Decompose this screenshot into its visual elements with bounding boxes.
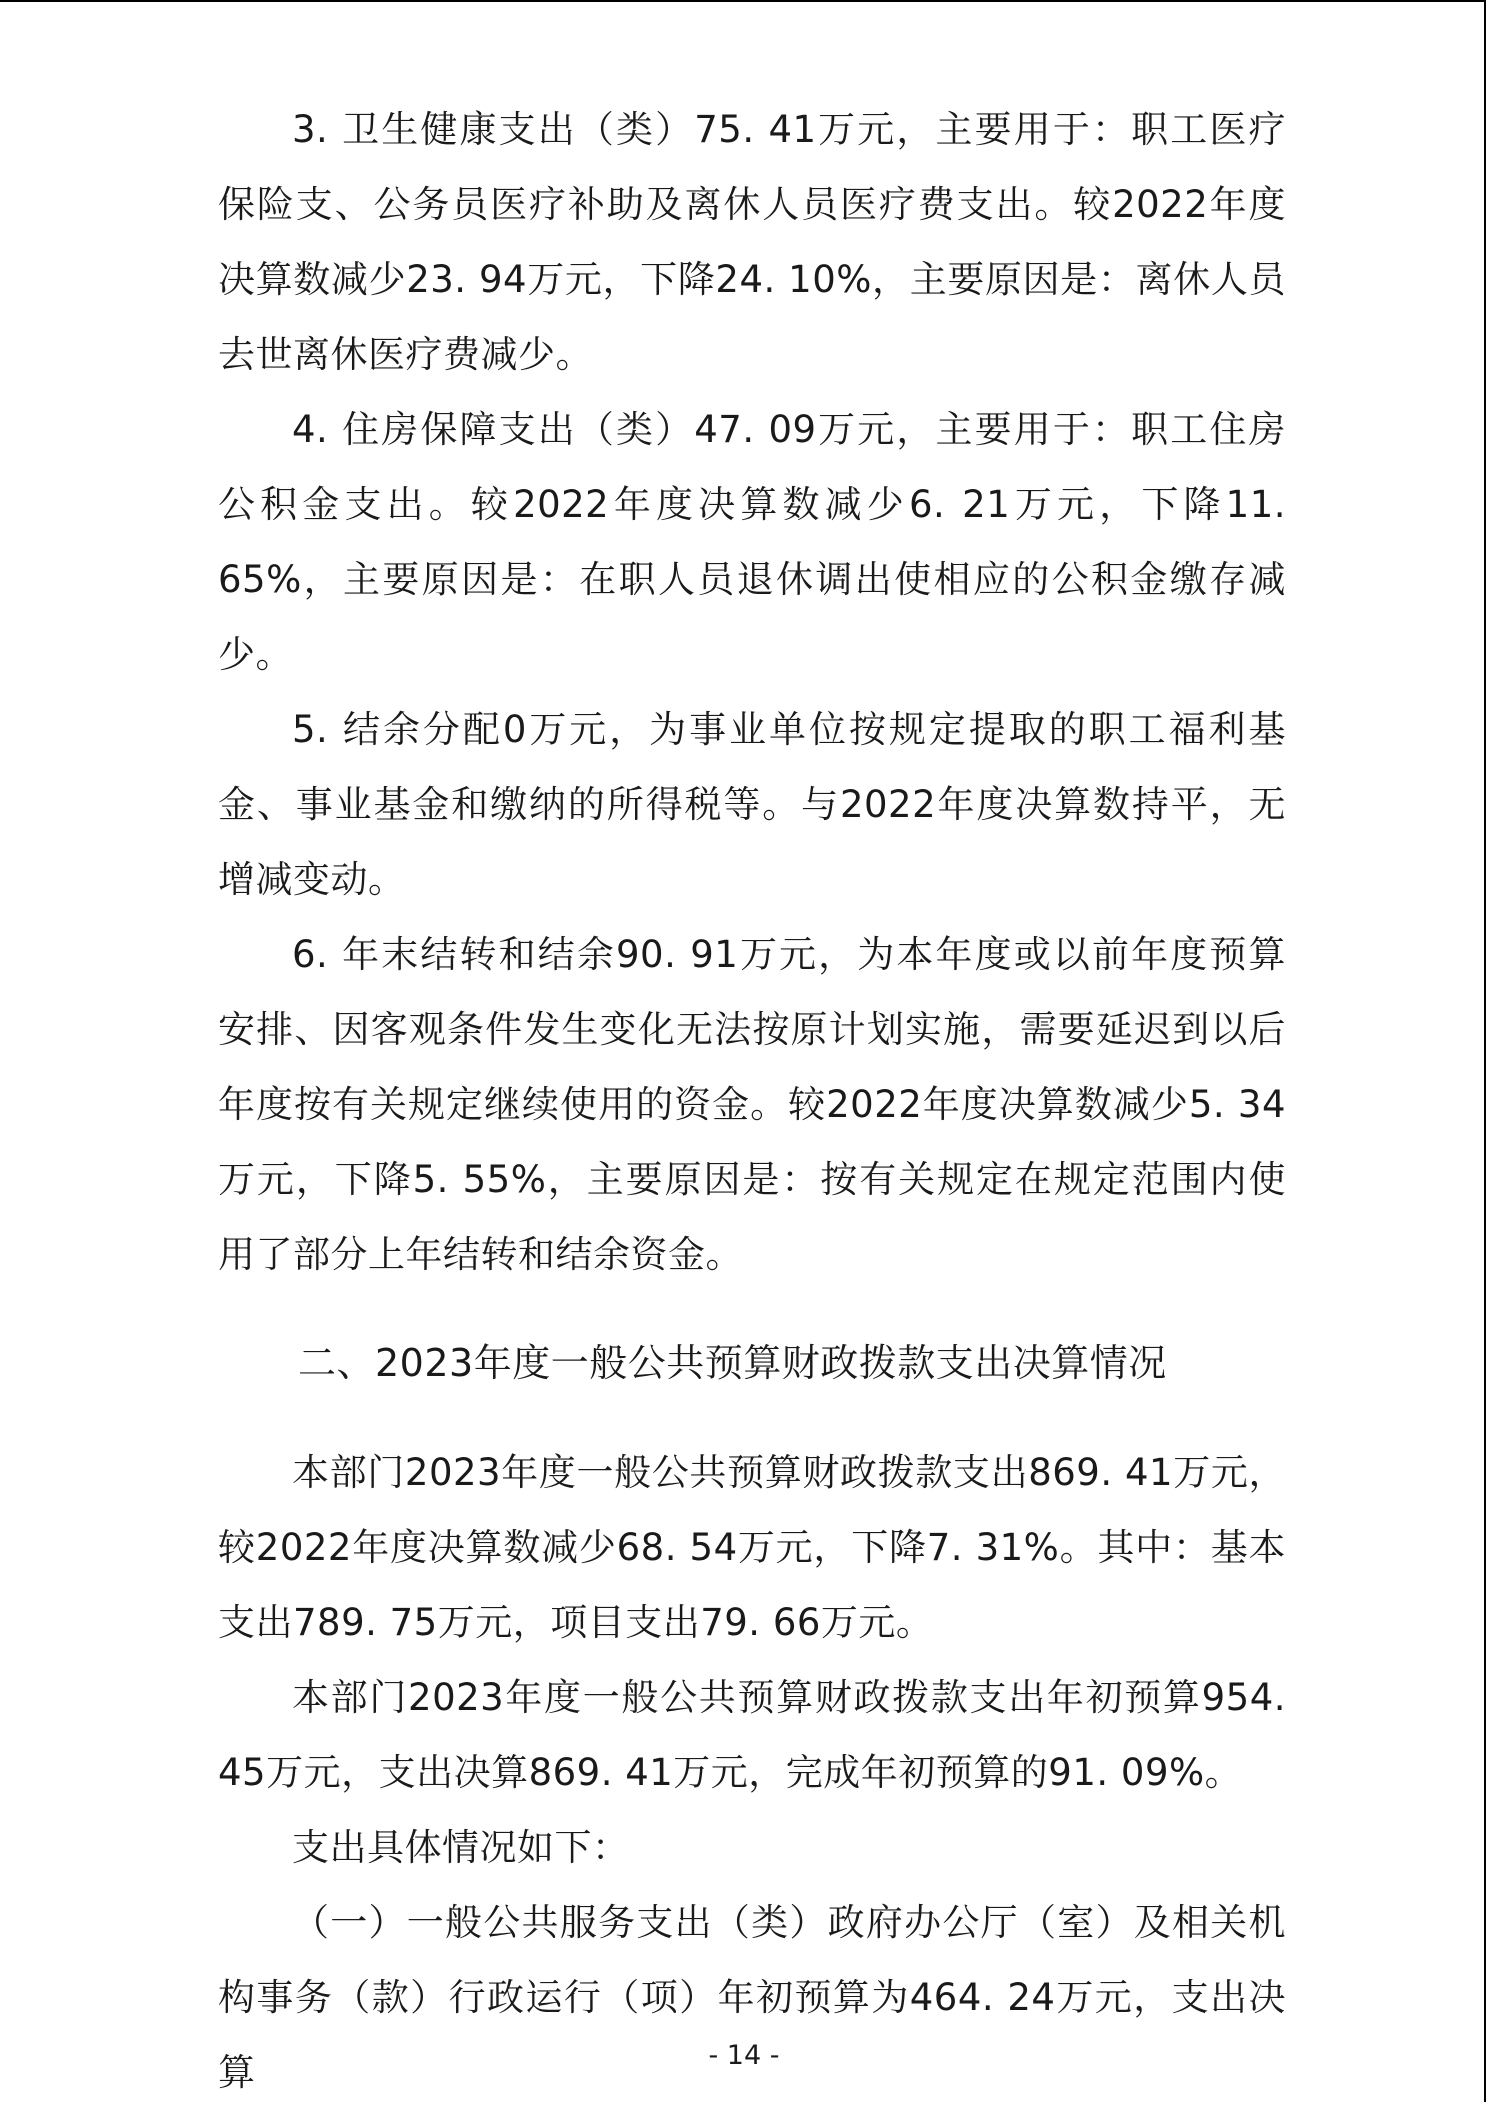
document-body	[218, 92, 1286, 2110]
paragraph-surplus-distribution: 5. 结余分配0万元，为事业单位按规定提取的职工福利基金、事业基金和缴纳的所得税等。与2022年度决算数持平，无增减变动。	[218, 708, 1286, 901]
paragraph-housing-expenditure: 4. 住房保障支出（类）47. 09万元，主要用于：职工住房公积金支出。较2022年度决算数减少6. 21万元，下降11. 65%，主要原因是：在职人员退休调出使相应的公积金缴存减少。	[218, 408, 1286, 676]
paragraph-health-expenditure: 3. 卫生健康支出（类）75. 41万元，主要用于：职工医疗保险支、公务员医疗补助及离休人员医疗费支出。较2022年度决算数减少23. 94万元，下降24. 10%，主要原因是：离休人员去世离休医疗费减少。	[218, 108, 1286, 376]
paragraph-year-end-carryover: 6. 年末结转和结余90. 91万元，为本年度或以前年度预算安排、因客观条件发生变化无法按原计划实施，需要延迟到以后年度按有关规定继续使用的资金。较2022年度决算数减少5. 34万元，下降5. 55%，主要原因是：按有关规定在规定范围内使用了部分上年结转和结余资金。	[218, 933, 1286, 1276]
paragraph-details-intro: 支出具体情况如下：	[292, 1826, 630, 1869]
page-number: - 14 -	[708, 2040, 780, 2071]
paragraph-budget-completion: 本部门2023年度一般公共预算财政拨款支出年初预算954. 45万元，支出决算869. 41万元，完成年初预算的91. 09%。	[218, 1676, 1286, 1794]
section-heading: 二、2023年度一般公共预算财政拨款支出决算情况	[298, 1341, 1167, 1385]
paragraph-general-public-service: （一）一般公共服务支出（类）政府办公厅（室）及相关机构事务（款）行政运行（项）年初预算为464. 24万元，支出决算	[218, 1901, 1286, 2094]
paragraph-general-budget-total: 本部门2023年度一般公共预算财政拨款支出869. 41万元，较2022年度决算数减少68. 54万元，下降7. 31%。其中：基本支出789. 75万元，项目支出79. 66万元。	[218, 1451, 1286, 1644]
